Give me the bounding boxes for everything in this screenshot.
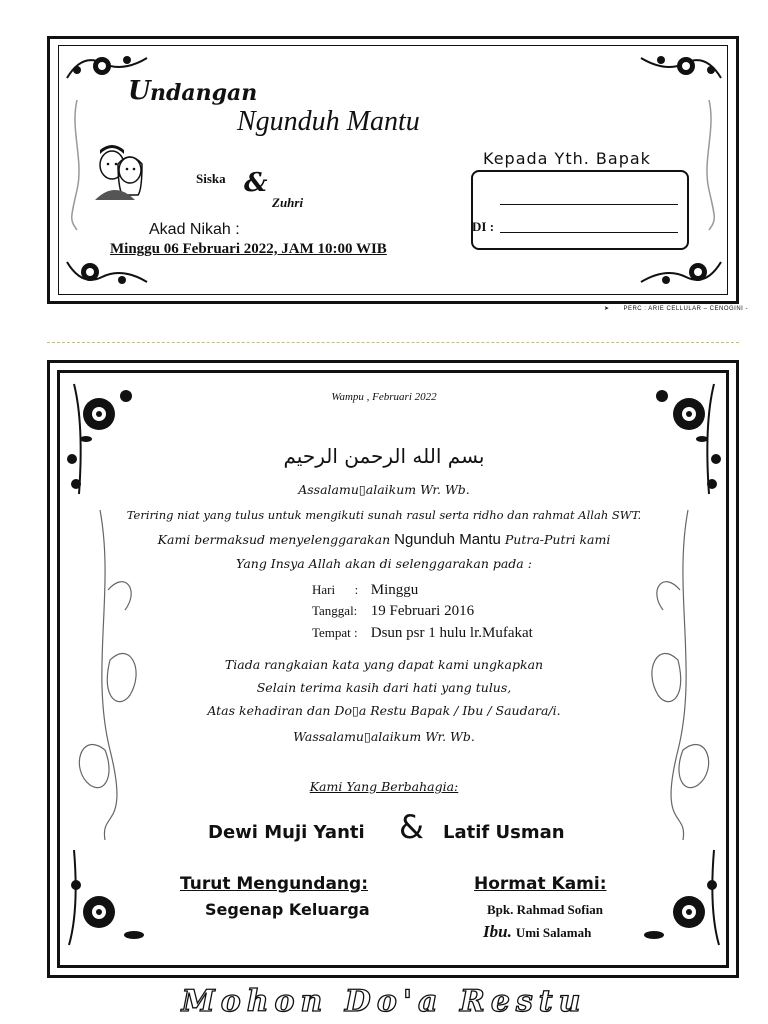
recipient-address-box [471, 170, 689, 250]
greeting: Assalamu▯alaikum Wr. Wb. [298, 482, 470, 497]
detail-hari [312, 582, 418, 599]
place-date: Wampu , Februari 2022 [331, 391, 437, 403]
tempat-label: Tempat : [312, 625, 358, 640]
event-name: Ngunduh Mantu [394, 531, 501, 548]
paragraph2-line3: Atas kehadiran dan Do▯a Restu Bapak / Ibu / Saudara/i. [207, 703, 561, 718]
flower-corner-icon [62, 252, 152, 292]
couple-illustration-icon [90, 140, 150, 205]
hari-label: Hari : [312, 582, 359, 597]
vine-ornament-icon [70, 100, 84, 230]
detail-tempat [312, 625, 533, 642]
turut-value: Segenap Keluarga [205, 900, 370, 919]
ampersand: & [244, 168, 268, 198]
host-name-right: Latif Usman [443, 822, 565, 843]
rose-corner-icon [634, 850, 724, 950]
groom-name: Zuhri [272, 195, 304, 210]
paragraph1-line2-c: Putra-Putri kami [504, 532, 611, 547]
paragraph2-line1: Tiada rangkaian kata yang dapat kami ungkapkan [224, 657, 544, 672]
title-initial: U [128, 76, 151, 106]
hormat-prefix: Ibu. [483, 922, 512, 941]
tempat-value: Dsun psr 1 hulu lr.Mufakat [370, 625, 533, 641]
turut-label: Turut Mengundang: [180, 874, 368, 894]
vine-ornament-icon [702, 100, 716, 230]
hari-value: Minggu [370, 582, 419, 598]
hormat-label: Hormat Kami: [474, 874, 607, 894]
bismillah: بسم الله الرحمن الرحيم [283, 444, 485, 468]
recipient-name-line [500, 192, 678, 205]
bullet-arrow-icon: ➤ [603, 306, 610, 312]
paragraph2-line2: Selain terima kasih dari hati yang tulus, [256, 680, 512, 695]
hormat-name-1: Bpk. Rahmad Sofian [487, 902, 603, 917]
tanggal-label: Tanggal: [312, 603, 358, 618]
host-name-left: Dewi Muji Yanti [208, 822, 365, 843]
happy-label: Kami Yang Berbahagia: [309, 779, 459, 794]
tanggal-value: 19 Februari 2016 [370, 603, 475, 619]
paragraph1-line2 [0, 531, 768, 549]
rose-corner-icon [64, 850, 154, 950]
paragraph1-line2-a: Kami bermaksud menyelenggarakan [157, 532, 391, 547]
bride-name: Siska [196, 171, 226, 186]
flower-corner-icon [636, 48, 726, 88]
hormat-line-2 [483, 922, 591, 942]
recipient-label: Kepada Yth. Bapak [483, 149, 651, 168]
akad-date: Minggu 06 Februari 2022, JAM 10:00 WIB [110, 241, 387, 257]
detail-tanggal [312, 603, 474, 620]
recipient-address-line [500, 220, 678, 233]
cut-line [47, 342, 739, 343]
closing-greeting: Wassalamu▯alaikum Wr. Wb. [293, 729, 475, 744]
print-credit [604, 305, 748, 312]
hormat-name-2: Umi Salamah [515, 925, 592, 940]
di-label: DI : [472, 219, 495, 234]
title-rest: ndangan [150, 80, 258, 106]
flower-corner-icon [636, 252, 726, 292]
akad-label: Akad Nikah : [149, 221, 240, 238]
paragraph1-line3: Yang Insya Allah akan di selenggarakan pada : [236, 556, 532, 571]
print-credit-text: PERC : ARIE CELLULAR – CENOGINI - [623, 306, 748, 312]
hosts-ampersand: & [399, 808, 424, 846]
paragraph1-line1: Teriring niat yang tulus untuk mengikuti sunah rasul serta ridho dan rahmat Allah SWT. [126, 508, 642, 522]
cover-subtitle: Ngunduh Mantu [237, 106, 420, 137]
footer-blessing: Mohon Do'a Restu [181, 984, 587, 1019]
